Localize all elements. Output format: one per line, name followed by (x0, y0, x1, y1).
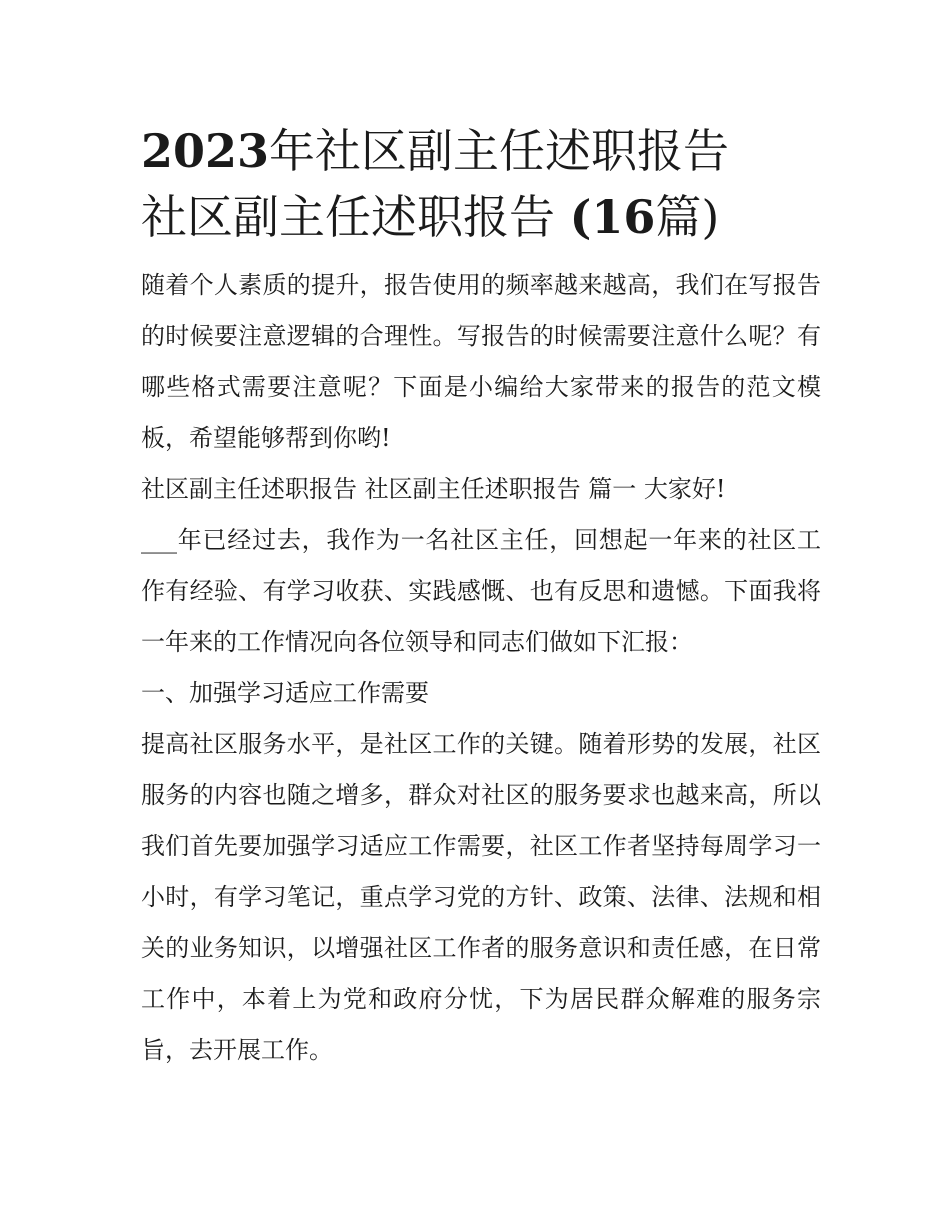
document-title (141, 118, 821, 250)
title-line-2-tail: 篇) (655, 190, 720, 244)
title-count: (16 (569, 190, 656, 244)
document-content (141, 118, 821, 1076)
body-paragraph: 提高社区服务水平，是社区工作的关键。随着形势的发展，社区服务的内容也随之增多，群众对社区的服务要求也越来高，所以我们首先要加强学习适应工作需要，社区工作者坚持每周学习一小时，有学习笔记，重点学习党的方针、政策、法律、法规和相关的业务知识，以增强社区工作者的服务意识和责任感，在日常工作中，本着上为党和政府分忧，下为居民群众解难的服务宗旨，去开展工作。 (141, 730, 821, 1064)
intro-paragraph: 随着个人素质的提升，报告使用的频率越来越高，我们在写报告的时候要注意逻辑的合理性。写报告的时候需要注意什么呢？有哪些格式需要注意呢？下面是小编给大家带来的报告的范文模板，希望能够帮到你哟! (141, 271, 821, 452)
subsection-heading: 一、加强学习适应工作需要 (141, 679, 429, 707)
title-year: 2023 (141, 124, 270, 178)
title-line-2-text: 社区副主任述职报告 (141, 190, 555, 244)
title-line-1 (141, 118, 821, 184)
title-line-1-text: 年社区副主任述职报告 (269, 124, 730, 178)
body-paragraph: ___年已经过去，我作为一名社区主任，回想起一年来的社区工作有经验、有学习收获、实践感慨、也有反思和遗憾。下面我将一年来的工作情况向各位领导和同志们做如下汇报： (141, 526, 821, 656)
title-line-2 (141, 184, 821, 250)
section-heading-line: 社区副主任述职报告 社区副主任述职报告 篇一 大家好! (141, 475, 726, 503)
